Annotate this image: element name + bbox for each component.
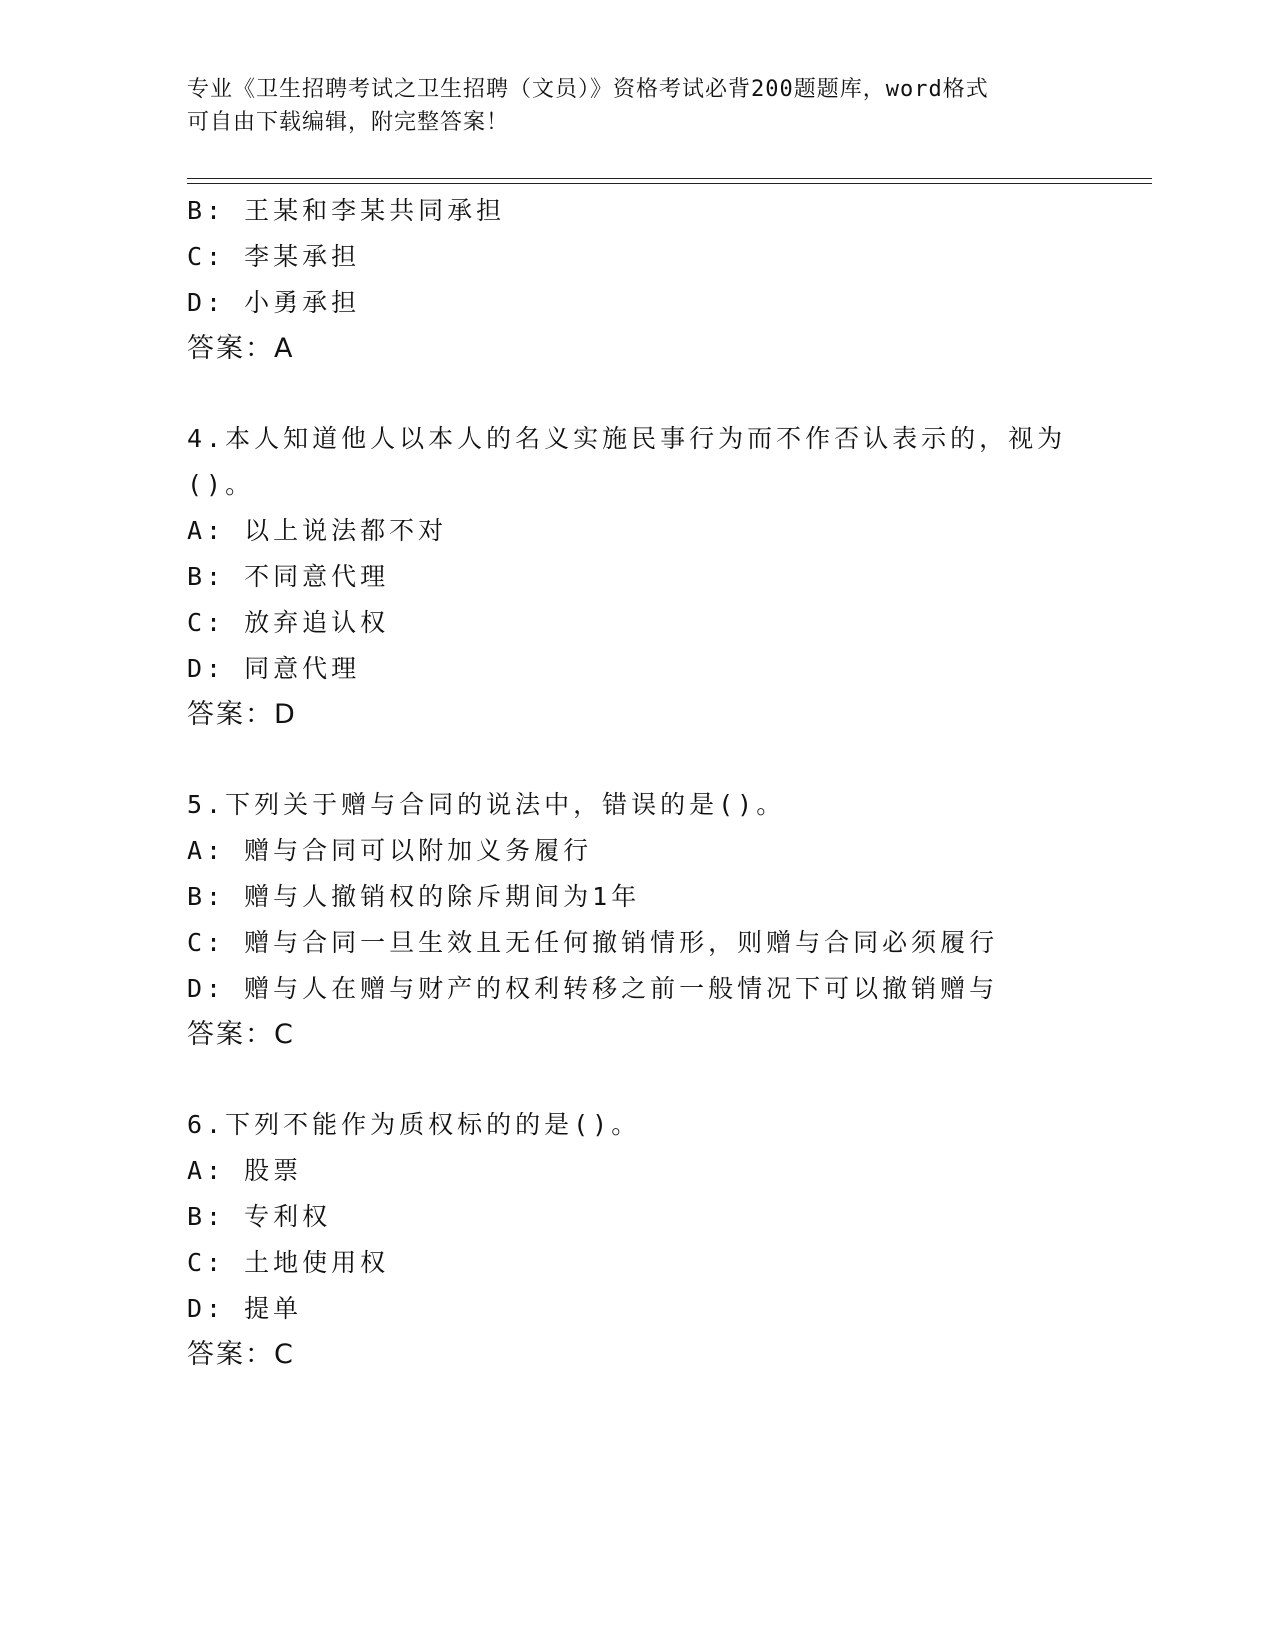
option-c: C: 李某承担 (187, 242, 361, 271)
page-header (187, 73, 1067, 139)
answer-line: 答案：D (187, 699, 297, 730)
document-content (187, 188, 1087, 1378)
header-divider-top (187, 178, 1152, 179)
question-6 (187, 1102, 1087, 1378)
answer-line: 答案：C (187, 1019, 295, 1050)
question-title: 4.本人知道他人以本人的名义实施民事行为而不作否认表示的，视为()。 (187, 424, 1067, 499)
answer-line: 答案：C (187, 1339, 295, 1370)
question-5 (187, 782, 1087, 1058)
question-title: 6.下列不能作为质权标的的是()。 (187, 1110, 641, 1139)
option-a: A: 股票 (187, 1156, 303, 1185)
option-d: D: 提单 (187, 1294, 303, 1323)
option-a: A: 以上说法都不对 (187, 516, 448, 545)
option-c: C: 赠与合同一旦生效且无任何撤销情形，则赠与合同必须履行 (187, 928, 999, 957)
answer-line: 答案：A (187, 333, 295, 364)
header-divider-bottom (187, 183, 1152, 184)
option-d: D: 同意代理 (187, 654, 361, 683)
prev-question-block (187, 188, 1087, 372)
option-a: A: 赠与合同可以附加义务履行 (187, 836, 593, 865)
header-line-1: 专业《卫生招聘考试之卫生招聘（文员）》资格考试必背200题题库，word格式 (187, 77, 989, 102)
option-d: D: 赠与人在赠与财产的权利转移之前一般情况下可以撤销赠与 (187, 974, 999, 1003)
option-d: D: 小勇承担 (187, 288, 361, 317)
option-b: B: 专利权 (187, 1202, 332, 1231)
question-4 (187, 416, 1087, 738)
option-b: B: 赠与人撤销权的除斥期间为1年 (187, 882, 641, 911)
header-line-2: 可自由下载编辑，附完整答案！ (187, 110, 510, 135)
option-c: C: 土地使用权 (187, 1248, 390, 1277)
question-title: 5.下列关于赠与合同的说法中，错误的是()。 (187, 790, 786, 819)
option-b: B: 王某和李某共同承担 (187, 196, 506, 225)
option-c: C: 放弃追认权 (187, 608, 390, 637)
option-b: B: 不同意代理 (187, 562, 390, 591)
